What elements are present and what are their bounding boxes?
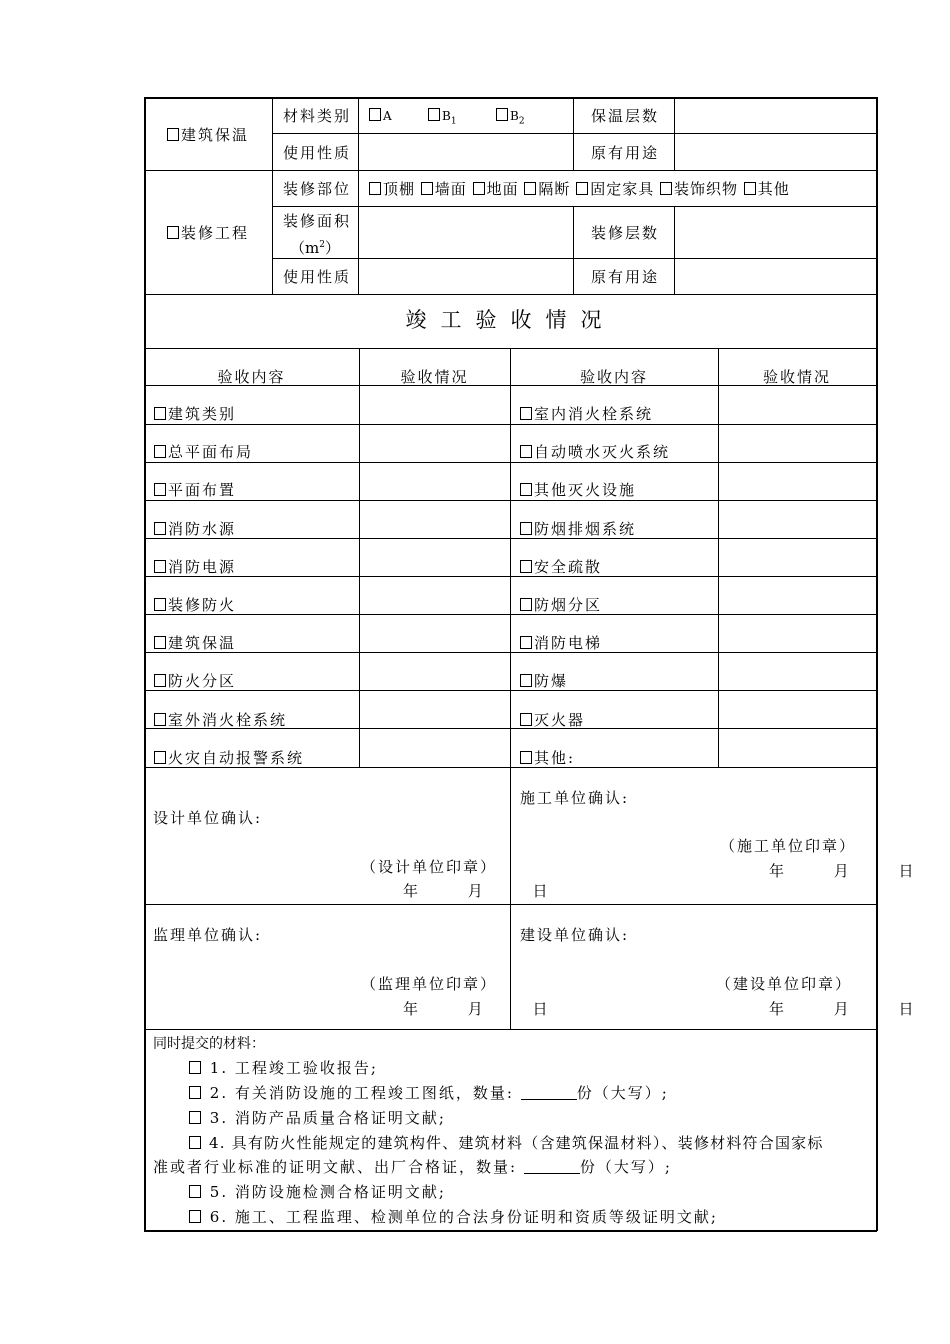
acceptance-item-label: 建筑类别 xyxy=(168,405,237,423)
checkbox[interactable] xyxy=(520,407,532,420)
checkbox[interactable] xyxy=(154,674,166,687)
checkbox[interactable] xyxy=(520,636,532,649)
acceptance-item-label: 其他灭火设施 xyxy=(534,481,637,499)
acceptance-item-label: 灭火器 xyxy=(534,711,586,729)
decoration-parts: 顶棚 墙面 地面 隔断 固定家具 装饰织物 其他 xyxy=(369,180,790,198)
design-confirm-label: 设计单位确认: xyxy=(153,809,263,827)
decoration-area-unit: $(m^2)$ xyxy=(290,239,340,257)
acceptance-item-label: 其他: xyxy=(534,749,576,767)
checkbox[interactable] xyxy=(520,674,532,687)
checkbox[interactable] xyxy=(576,182,588,195)
checkbox[interactable] xyxy=(520,598,532,611)
acceptance-item-label: 消防电梯 xyxy=(534,634,603,652)
owner-date: 年 月 日 xyxy=(769,1000,924,1018)
acceptance-item-label: 自动喷水灭火系统 xyxy=(534,443,671,461)
material-option-b1: $B_1$ xyxy=(428,107,457,130)
checkbox[interactable] xyxy=(496,108,508,121)
acceptance-item-label: 建筑保温 xyxy=(168,634,237,652)
material-item-3: 3. 消防产品质量合格证明文献; xyxy=(189,1109,446,1127)
acceptance-item-label: 平面布置 xyxy=(168,481,237,499)
acceptance-item-label: 防烟排烟系统 xyxy=(534,520,637,538)
checkbox[interactable] xyxy=(189,1210,201,1223)
decoration-layers-label: 装修层数 xyxy=(591,224,660,242)
checkbox[interactable] xyxy=(369,108,381,121)
quantity-blank[interactable] xyxy=(524,1159,580,1174)
decoration-area-label: 装修面积 xyxy=(283,212,352,230)
acceptance-item-label: 总平面布局 xyxy=(168,443,254,461)
construction-confirm-label: 施工单位确认: xyxy=(520,789,630,807)
checkbox[interactable] xyxy=(660,182,672,195)
checkbox[interactable] xyxy=(167,226,179,239)
material-category-label: 材料类别 xyxy=(283,107,352,125)
acceptance-item-label: 室内消火栓系统 xyxy=(534,405,654,423)
acceptance-item xyxy=(154,596,236,614)
acceptance-item xyxy=(520,405,653,423)
checkbox[interactable] xyxy=(154,407,166,420)
acceptance-item xyxy=(520,596,602,614)
material-option-b2: $B_2$ xyxy=(496,107,525,130)
checkbox[interactable] xyxy=(473,182,485,195)
acceptance-item xyxy=(520,520,636,538)
checkbox[interactable] xyxy=(520,713,532,726)
checkbox[interactable] xyxy=(189,1185,201,1198)
decoration-parts-label: 装修部位 xyxy=(283,180,352,198)
acceptance-item-label: 防爆 xyxy=(534,672,569,690)
checkbox[interactable] xyxy=(520,445,532,458)
checkbox[interactable] xyxy=(189,1136,201,1149)
col-content-right: 验收内容 xyxy=(579,368,648,386)
checkbox[interactable] xyxy=(421,182,433,195)
checkbox[interactable] xyxy=(520,483,532,496)
col-status-right: 验收情况 xyxy=(762,368,831,386)
decoration-use-label: 使用性质 xyxy=(283,268,352,286)
owner-confirm-label: 建设单位确认: xyxy=(520,926,630,944)
checkbox[interactable] xyxy=(154,636,166,649)
acceptance-item-label: 防烟分区 xyxy=(534,596,603,614)
checkbox[interactable] xyxy=(520,560,532,573)
checkbox[interactable] xyxy=(524,182,536,195)
checkbox[interactable] xyxy=(154,445,166,458)
acceptance-item xyxy=(520,672,568,690)
decoration-orig-label: 原有用途 xyxy=(591,268,660,286)
acceptance-item-label: 火灾自动报警系统 xyxy=(168,749,305,767)
acceptance-item xyxy=(154,749,304,767)
construction-seal: （施工单位印章） xyxy=(720,837,857,855)
material-option-a: A xyxy=(369,107,392,125)
acceptance-item xyxy=(520,634,602,652)
insulation-title: 建筑保温 xyxy=(167,126,249,144)
material-item-5: 5. 消防设施检测合格证明文献; xyxy=(189,1183,446,1201)
checkbox[interactable] xyxy=(189,1111,201,1124)
acceptance-item xyxy=(520,558,602,576)
col-status-left: 验收情况 xyxy=(400,368,469,386)
material-item-4: 4. 具有防火性能规定的建筑构件、建筑材料（含建筑保温材料）、装修材料符合国家标 xyxy=(189,1134,824,1152)
checkbox[interactable] xyxy=(189,1061,201,1074)
construction-date: 年 月 日 xyxy=(769,862,924,880)
acceptance-item-label: 装修防火 xyxy=(168,596,237,614)
checkbox[interactable] xyxy=(154,713,166,726)
supervision-seal: （监理单位印章） xyxy=(361,975,498,993)
acceptance-item-label: 安全疏散 xyxy=(534,558,603,576)
decoration-title: 装修工程 xyxy=(167,224,249,242)
checkbox[interactable] xyxy=(189,1086,201,1099)
design-date: 年 月 日 xyxy=(403,882,558,900)
insulation-layers-label: 保温层数 xyxy=(591,107,660,125)
acceptance-item xyxy=(154,672,236,690)
acceptance-item xyxy=(520,749,575,767)
acceptance-item-label: 消防电源 xyxy=(168,558,237,576)
materials-heading: 同时提交的材料： xyxy=(153,1036,265,1052)
checkbox[interactable] xyxy=(154,560,166,573)
supervision-confirm-label: 监理单位确认: xyxy=(153,926,263,944)
supervision-date: 年 月 日 xyxy=(403,1000,558,1018)
material-item-6: 6. 施工、工程监理、检测单位的合法身份证明和资质等级证明文献; xyxy=(189,1208,718,1226)
quantity-blank[interactable] xyxy=(521,1085,577,1100)
material-item-2: 2. 有关消防设施的工程竣工图纸，数量: 份（大写）; xyxy=(189,1084,669,1102)
acceptance-item xyxy=(154,711,287,729)
acceptance-item-label: 室外消火栓系统 xyxy=(168,711,288,729)
checkbox[interactable] xyxy=(428,108,440,121)
acceptance-item xyxy=(154,443,253,461)
acceptance-item-label: 消防水源 xyxy=(168,520,237,538)
checkbox[interactable] xyxy=(520,751,532,764)
design-seal: （设计单位印章） xyxy=(361,858,498,876)
acceptance-item xyxy=(154,558,236,576)
acceptance-item xyxy=(154,634,236,652)
acceptance-item xyxy=(154,520,236,538)
owner-seal: （建设单位印章） xyxy=(716,975,853,993)
insulation-orig-label: 原有用途 xyxy=(591,144,660,162)
acceptance-item xyxy=(154,481,236,499)
checkbox[interactable] xyxy=(369,182,381,195)
acceptance-item xyxy=(154,405,236,423)
material-item-1: 1. 工程竣工验收报告; xyxy=(189,1059,378,1077)
checkbox[interactable] xyxy=(744,182,756,195)
acceptance-item xyxy=(520,481,636,499)
checkbox[interactable] xyxy=(167,128,179,141)
acceptance-item xyxy=(520,443,670,461)
checkbox[interactable] xyxy=(154,483,166,496)
material-item-4-cont: 准或者行业标准的证明文献、出厂合格证，数量: 份（大写）; xyxy=(153,1158,672,1176)
checkbox[interactable] xyxy=(154,522,166,535)
acceptance-item xyxy=(520,711,585,729)
col-content-left: 验收内容 xyxy=(217,368,286,386)
acceptance-title: 竣工验收情况 xyxy=(405,308,616,332)
insulation-use-label: 使用性质 xyxy=(283,144,352,162)
checkbox[interactable] xyxy=(154,598,166,611)
checkbox[interactable] xyxy=(154,751,166,764)
acceptance-item-label: 防火分区 xyxy=(168,672,237,690)
checkbox[interactable] xyxy=(520,522,532,535)
